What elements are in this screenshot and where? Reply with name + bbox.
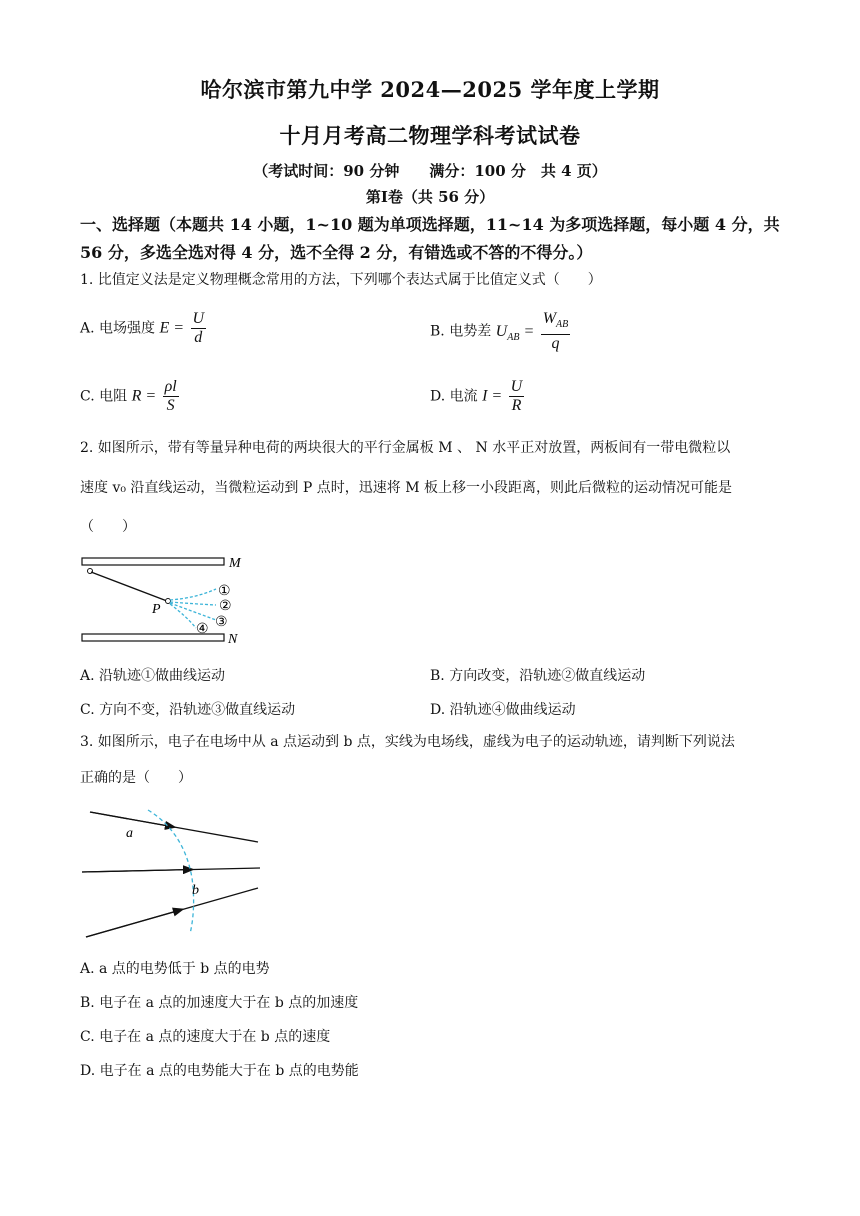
point-b-label: b (192, 883, 199, 898)
trajectory-2 (170, 602, 216, 605)
plate-m-label: M (229, 556, 241, 571)
q1-option-c-label: C. 电阻 (80, 388, 128, 405)
plate-m (82, 558, 224, 565)
field-line-3-arrow (86, 910, 182, 938)
exam-info: （考试时间：90 分钟 满分：100 分 共 4 页） (253, 162, 607, 180)
trajectory-4-label: ④ (196, 622, 209, 637)
trajectory-1 (170, 589, 216, 600)
point-a-label: a (126, 826, 133, 841)
q1-option-a-label: A. 电场强度 (80, 320, 156, 337)
fraction-numerator: $W_{AB}$ (541, 310, 571, 335)
trajectory-1-label: ① (218, 584, 231, 599)
q3-option-c: C. 电子在 a 点的速度大于在 b 点的速度 (80, 1029, 331, 1045)
question-2-stem-line-2: 速度 v₀ 沿直线运动，当微粒运动到 P 点时，迅速将 M 板上移一小段距离，则此后微粒的运动情况可能是 (80, 480, 732, 496)
q2-capacitor-figure (78, 552, 250, 648)
q1-option-d (430, 378, 526, 415)
section-heading: 一、选择题（本题共 14 小题，1~10 题为单项选择题，11~14 为多项选择题，每小题 4 分，共 56 分，多选全选对得 4 分，选不全得 2 分，有错选或不答的不得分。） (80, 215, 780, 262)
particle-path (91, 572, 167, 601)
question-2-stem-line-3: （ ） (80, 519, 136, 535)
q1-option-b-lhs: $U_{AB}$ = (495, 322, 535, 343)
q1-option-b-fraction (541, 310, 571, 353)
field-line-2-arrow (82, 870, 192, 873)
question-3-stem-line-1: 3. 如图所示，电子在电场中从 a 点运动到 b 点，实线为电场线，虚线为电子的运动轨迹，请判断下列说法 (80, 734, 735, 750)
q2-option-c: C. 方向不变，沿轨迹③做直线运动 (80, 702, 296, 718)
q1-option-b-label: B. 电势差 (430, 323, 492, 340)
trajectory-3-label: ③ (215, 615, 228, 630)
q1-option-a-fraction (191, 310, 207, 347)
trajectory-3 (170, 603, 216, 620)
fraction-numerator: U (510, 378, 523, 395)
fraction-denominator: q (551, 335, 560, 353)
q2-option-b: B. 方向改变，沿轨迹②做直线运动 (430, 668, 646, 684)
q1-option-c (80, 378, 181, 415)
q1-option-a (80, 310, 208, 347)
q2-option-d: D. 沿轨迹④做曲线运动 (430, 702, 576, 718)
q1-option-d-lhs: I = (482, 387, 503, 405)
fraction-denominator: S (166, 397, 175, 414)
plate-n-label: N (228, 632, 238, 647)
q3-field-figure (82, 806, 264, 942)
exam-subtitle: 十月月考高二物理学科考试试卷 (279, 123, 581, 148)
trajectory-4 (170, 604, 196, 628)
fraction-denominator: d (194, 329, 203, 346)
point-p-label: P (152, 602, 161, 617)
q1-option-a-lhs: E = (159, 319, 185, 337)
q1-option-c-fraction (163, 378, 179, 415)
trajectory-2-label: ② (219, 599, 232, 614)
q2-option-a: A. 沿轨迹①做曲线运动 (80, 668, 226, 684)
exam-title: 哈尔滨市第九中学 2024—2025 学年度上学期 (200, 77, 660, 102)
fraction-denominator: R (511, 397, 522, 414)
question-2-stem-line-1: 2. 如图所示，带有等量异种电荷的两块很大的平行金属板 M 、 N 水平正对放置，两板间有一带电微粒以 (80, 440, 731, 456)
q1-option-c-lhs: R = (131, 387, 157, 405)
fraction-numerator: ρl (164, 378, 177, 395)
electron-trajectory (148, 810, 194, 934)
question-1-stem: 1. 比值定义法是定义物理概念常用的方法，下列哪个表达式属于比值定义式（ ） (80, 272, 602, 288)
q3-option-d: D. 电子在 a 点的电势能大于在 b 点的电势能 (80, 1063, 359, 1079)
q1-option-b (430, 310, 572, 353)
q3-option-b: B. 电子在 a 点的加速度大于在 b 点的加速度 (80, 995, 359, 1011)
point-p (166, 599, 171, 604)
q1-option-d-fraction (509, 378, 525, 415)
volume-heading: 第Ⅰ卷（共 56 分） (365, 188, 495, 206)
question-3-stem-line-2: 正确的是（ ） (80, 770, 192, 786)
q1-option-d-label: D. 电流 (430, 388, 478, 405)
fraction-numerator: U (192, 310, 205, 327)
q3-option-a: A. a 点的电势低于 b 点的电势 (80, 961, 270, 977)
